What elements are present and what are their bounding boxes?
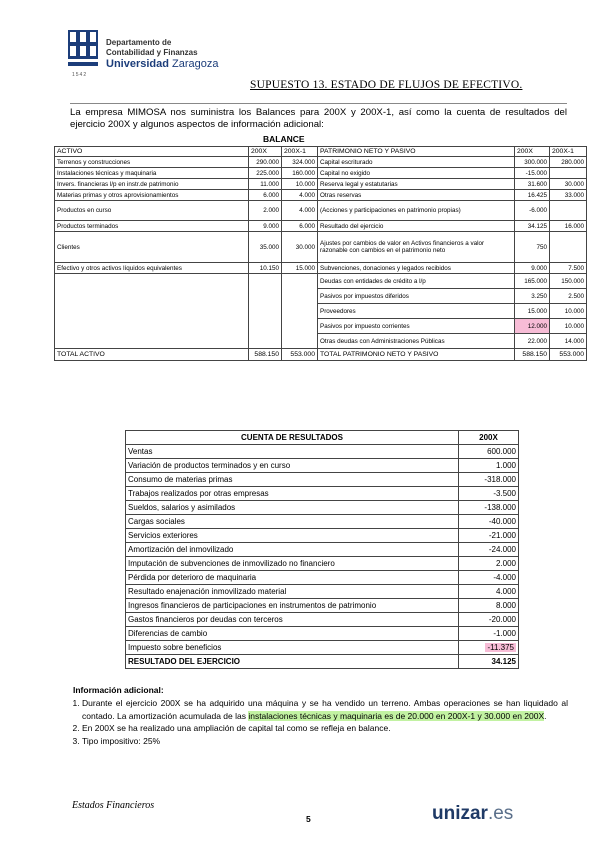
results-value: -4.000 <box>459 571 519 585</box>
liability-value: 34.125 <box>515 221 550 232</box>
results-value: 600.000 <box>459 445 519 459</box>
liability-value: 14.000 <box>550 334 587 349</box>
results-total-row <box>126 655 519 669</box>
liability-label: Capital escriturado <box>318 157 515 168</box>
results-header-label: CUENTA DE RESULTADOS <box>126 431 459 445</box>
liability-value: -15.000 <box>515 168 550 179</box>
additional-info-list <box>72 697 568 747</box>
liability-label: Capital no exigido <box>318 168 515 179</box>
results-label: Ingresos financieros de participaciones en instrumentos de patrimonio <box>126 599 459 613</box>
results-row <box>126 613 519 627</box>
asset-value: 35.000 <box>249 232 282 263</box>
results-value: -138.000 <box>459 501 519 515</box>
liability-value: 3.250 <box>515 289 550 304</box>
liability-value: 10.000 <box>550 304 587 319</box>
asset-value: 30.000 <box>282 232 318 263</box>
asset-value: 2.000 <box>249 201 282 221</box>
results-value <box>459 641 519 655</box>
liability-value: -6.000 <box>515 201 550 221</box>
liability-value: 30.000 <box>550 179 587 190</box>
results-row <box>126 571 519 585</box>
header-year: 200X <box>515 147 550 157</box>
results-label: Ventas <box>126 445 459 459</box>
liability-label: Pasivos por impuestos diferidos <box>318 289 515 304</box>
additional-info-title: Información adicional: <box>73 685 164 695</box>
results-total-label: RESULTADO DEL EJERCICIO <box>126 655 459 669</box>
liability-value: 33.000 <box>550 190 587 201</box>
liability-label: Deudas con entidades de crédito a l/p <box>318 274 515 289</box>
header-year: 200X <box>249 147 282 157</box>
results-label: Diferencias de cambio <box>126 627 459 641</box>
asset-value: 10.150 <box>249 263 282 274</box>
income-statement-table <box>125 430 519 669</box>
balance-caption: BALANCE <box>263 134 305 144</box>
asset-label: Productos terminados <box>55 221 249 232</box>
results-value: -40.000 <box>459 515 519 529</box>
results-value: -1.000 <box>459 627 519 641</box>
asset-label: Instalaciones técnicas y maquinaria <box>55 168 249 179</box>
liability-value: 280.000 <box>550 157 587 168</box>
info-item: 3. Tipo impositivo: 25% <box>82 735 568 748</box>
results-label: Imputación de subvenciones de inmovilizado no financiero <box>126 557 459 571</box>
results-label: Gastos financieros por deudas con terceros <box>126 613 459 627</box>
results-label: Amortización del inmovilizado <box>126 543 459 557</box>
liability-value: 31.600 <box>515 179 550 190</box>
asset-value: 9.000 <box>249 221 282 232</box>
results-value: -20.000 <box>459 613 519 627</box>
liability-value: 16.425 <box>515 190 550 201</box>
results-row <box>126 543 519 557</box>
header-year: 200X-1 <box>550 147 587 157</box>
liability-value: 7.500 <box>550 263 587 274</box>
results-label: Resultado enajenación inmovilizado material <box>126 585 459 599</box>
header-pasivo: PATRIMONIO NETO Y PASIVO <box>318 147 515 157</box>
results-total-value: 34.125 <box>459 655 519 669</box>
asset-value: 324.000 <box>282 157 318 168</box>
liability-value: 15.000 <box>515 304 550 319</box>
results-value: -3.500 <box>459 487 519 501</box>
asset-empty <box>282 274 318 349</box>
total-asset-label: TOTAL ACTIVO <box>55 349 249 361</box>
info-item: 2. En 200X se ha realizado una ampliación de capital tal como se refleja en balance. <box>82 722 568 735</box>
liability-value: 12.000 <box>515 319 550 334</box>
results-value: 2.000 <box>459 557 519 571</box>
total-asset-value: 553.000 <box>282 349 318 361</box>
results-row <box>126 557 519 571</box>
asset-value: 290.000 <box>249 157 282 168</box>
liability-value: 165.000 <box>515 274 550 289</box>
results-value: -318.000 <box>459 473 519 487</box>
asset-value: 4.000 <box>282 201 318 221</box>
asset-empty <box>55 274 249 349</box>
liability-value <box>550 168 587 179</box>
asset-label: Clientes <box>55 232 249 263</box>
balance-row <box>55 179 587 190</box>
highlighted-text: instalaciones técnicas y maquinaria es de 20.000 en 200X-1 y 30.000 en 200X <box>248 710 545 721</box>
results-label: Pérdida por deterioro de maquinaria <box>126 571 459 585</box>
liability-value: 22.000 <box>515 334 550 349</box>
results-label: Servicios exteriores <box>126 529 459 543</box>
logo-year: 1542 <box>72 72 88 78</box>
header-activo: ACTIVO <box>55 147 249 157</box>
total-asset-value: 588.150 <box>249 349 282 361</box>
liability-value: 150.000 <box>550 274 587 289</box>
total-liability-value: 553.000 <box>550 349 587 361</box>
results-row <box>126 473 519 487</box>
header-year: 200X-1 <box>282 147 318 157</box>
page-title: SUPUESTO 13. ESTADO DE FLUJOS DE EFECTIVO. <box>250 79 523 91</box>
asset-label: Efectivo y otros activos líquidos equivalentes <box>55 263 249 274</box>
results-row <box>126 515 519 529</box>
asset-label: Materias primas y otros aprovisionamientos <box>55 190 249 201</box>
total-liability-label: TOTAL PATRIMONIO NETO Y PASIVO <box>318 349 515 361</box>
results-header-row <box>126 431 519 445</box>
results-row <box>126 599 519 613</box>
highlighted-value: -11.375 <box>487 642 514 652</box>
results-row <box>126 529 519 543</box>
asset-label: Invers. financieras l/p en instr.de patrimonio <box>55 179 249 190</box>
results-label: Cargas sociales <box>126 515 459 529</box>
liability-value: 750 <box>515 232 550 263</box>
results-row <box>126 627 519 641</box>
asset-value: 15.000 <box>282 263 318 274</box>
results-row <box>126 445 519 459</box>
results-value: 1.000 <box>459 459 519 473</box>
results-label: Variación de productos terminados y en curso <box>126 459 459 473</box>
asset-value: 6.000 <box>249 190 282 201</box>
asset-label: Productos en curso <box>55 201 249 221</box>
page-number: 5 <box>306 814 311 824</box>
balance-row <box>55 168 587 179</box>
results-header-year: 200X <box>459 431 519 445</box>
asset-label: Terrenos y construcciones <box>55 157 249 168</box>
results-value: 4.000 <box>459 585 519 599</box>
intro-paragraph: La empresa MIMOSA nos suministra los Balances para 200X y 200X-1, así como la cuenta de resultados del ejercicio 200X y algunos aspectos de información adicional: <box>70 107 567 130</box>
asset-value: 225.000 <box>249 168 282 179</box>
balance-row <box>55 232 587 263</box>
results-row <box>126 501 519 515</box>
department-name: Departamento de Contabilidad y Finanzas <box>106 38 198 57</box>
results-row <box>126 585 519 599</box>
results-row <box>126 487 519 501</box>
asset-value: 6.000 <box>282 221 318 232</box>
liability-label: Ajustes por cambios de valor en Activos financieros a valor razonable con cambios en el patrimonio neto <box>318 232 515 263</box>
asset-value: 11.000 <box>249 179 282 190</box>
liability-value: 10.000 <box>550 319 587 334</box>
unizar-brand: unizar.es <box>432 803 514 824</box>
results-value: 8.000 <box>459 599 519 613</box>
asset-value: 10.000 <box>282 179 318 190</box>
balance-table <box>54 146 587 361</box>
asset-empty <box>249 274 282 349</box>
liability-value: 2.500 <box>550 289 587 304</box>
liability-value: 9.000 <box>515 263 550 274</box>
balance-row <box>55 190 587 201</box>
balance-row <box>55 274 587 289</box>
liability-label: Proveedores <box>318 304 515 319</box>
balance-total-row <box>55 349 587 361</box>
liability-value: 16.000 <box>550 221 587 232</box>
asset-value: 160.000 <box>282 168 318 179</box>
results-value: -21.000 <box>459 529 519 543</box>
balance-row <box>55 263 587 274</box>
results-label: Sueldos, salarios y asimilados <box>126 501 459 515</box>
asset-value: 4.000 <box>282 190 318 201</box>
title-divider <box>70 103 567 104</box>
liability-label: Resultado del ejercicio <box>318 221 515 232</box>
results-row <box>126 641 519 655</box>
total-liability-value: 588.150 <box>515 349 550 361</box>
liability-label: Reserva legal y estatutarias <box>318 179 515 190</box>
results-label: Impuesto sobre beneficios <box>126 641 459 655</box>
liability-label: Otras deudas con Administraciones Públicas <box>318 334 515 349</box>
university-logo <box>66 26 100 72</box>
liability-label: Otras reservas <box>318 190 515 201</box>
results-value: -24.000 <box>459 543 519 557</box>
university-name: Universidad Zaragoza <box>106 58 219 70</box>
liability-value: 300.000 <box>515 157 550 168</box>
liability-value <box>550 201 587 221</box>
results-label: Consumo de materias primas <box>126 473 459 487</box>
balance-row <box>55 201 587 221</box>
info-item: 1. Durante el ejercicio 200X se ha adquirido una máquina y se ha vendido un terreno. Ambas operaciones se han liquidado al contado. La amortización acumulada de las instalaciones técnicas y maquinaria es de 20.000 en 200X-1 y 30.000 en 200X. <box>82 697 568 722</box>
balance-row <box>55 221 587 232</box>
liability-label: (Acciones y participaciones en patrimonio propias) <box>318 201 515 221</box>
footer-title: Estados Financieros <box>72 800 155 811</box>
liability-label: Pasivos por impuesto corrientes <box>318 319 515 334</box>
balance-header-row <box>55 147 587 157</box>
results-label: Trabajos realizados por otras empresas <box>126 487 459 501</box>
liability-label: Subvenciones, donaciones y legados recibidos <box>318 263 515 274</box>
liability-value <box>550 232 587 263</box>
results-row <box>126 459 519 473</box>
balance-row <box>55 157 587 168</box>
